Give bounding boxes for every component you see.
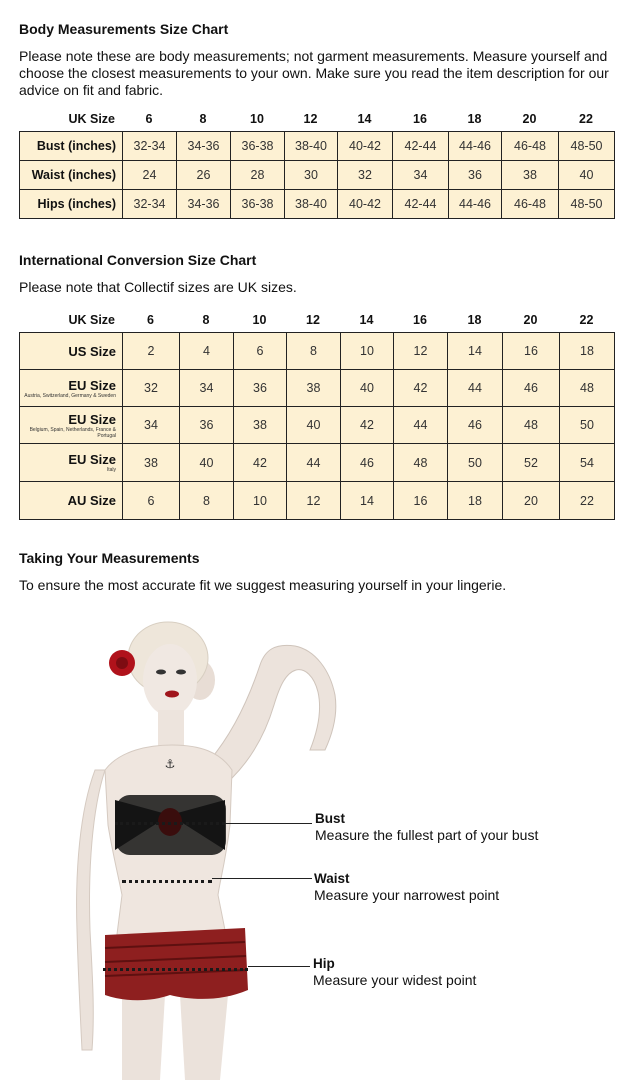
row-header-countries: Italy [106,467,116,473]
table-cell: 18 [560,333,615,370]
measure-title: Taking Your Measurements [19,550,200,566]
table-cell: 10 [234,482,287,520]
table-cell: 34-36 [177,132,231,161]
table-cell: 36 [234,370,287,407]
table-cell: 12 [394,333,448,370]
row-header-countries: Austria, Switzerland, Germany & Sweden [24,392,116,399]
table-cell: 32-34 [123,132,177,161]
table-cell: 38-40 [285,132,338,161]
size-heading: 6 [147,313,154,327]
table-cell: 44 [394,407,448,444]
row-header [20,370,123,407]
table-cell: 50 [560,407,615,444]
row-header-label: EU Size [68,411,116,427]
table-cell: 40 [559,161,615,190]
table-cell: 14 [448,333,503,370]
table-cell: 36-38 [231,132,285,161]
left-leg [122,995,165,1080]
left-eye [156,670,166,675]
table-cell: 22 [560,482,615,520]
table-cell: 28 [231,161,285,190]
hip-label [313,955,476,988]
table-cell: 36-38 [231,190,285,219]
table-cell: 34 [180,370,234,407]
head [143,644,197,716]
table-cell: 52 [503,444,560,482]
table-cell: 34 [123,407,180,444]
table-cell: 46 [503,370,560,407]
table-cell: 26 [177,161,231,190]
table-cell: 38 [234,407,287,444]
table-cell: 50 [448,444,503,482]
table-cell: 6 [123,482,180,520]
row-header-label: EU Size [68,452,116,467]
bust-leader-line [225,823,312,824]
size-heading: 14 [359,313,374,327]
table-row-bust [20,132,615,161]
table-cell: 24 [123,161,177,190]
hip-desc: Measure your widest point [313,972,477,988]
size-heading: 22 [579,313,594,327]
row-header: Waist (inches) [20,161,123,190]
table-cell: 4 [180,333,234,370]
flower-center [116,657,128,669]
body-chart-intro [19,48,619,99]
size-heading: 18 [467,112,482,126]
table-cell: 38-40 [285,190,338,219]
table-cell: 44 [448,370,503,407]
bust-title: Bust [315,811,345,826]
intl-chart-note: Please note that Collectif sizes are UK sizes. [19,279,297,295]
table-cell: 12 [287,482,341,520]
uk-size-label: UK Size [68,313,115,327]
size-heading: 10 [252,313,267,327]
size-heading: 14 [357,112,372,126]
size-heading: 22 [579,112,593,126]
body-uk-size-header [19,112,614,132]
table-cell: 38 [502,161,559,190]
row-header [20,333,123,370]
intro-line: Please note these are body measurements; not garment measurements. Measure yourself and [19,48,608,64]
table-cell: 42-44 [393,190,449,219]
table-cell: 48 [503,407,560,444]
waist-dotted-line [122,880,212,883]
ruffle-shorts [105,928,248,1000]
table-cell: 8 [180,482,234,520]
table-cell: 34-36 [177,190,231,219]
waist-title: Waist [314,871,350,886]
lips [165,691,179,698]
intro-line: advice on fit and fabric. [19,82,163,98]
table-cell: 40-42 [338,190,393,219]
intl-uk-size-header [19,313,614,333]
table-cell: 14 [341,482,394,520]
size-heading: 6 [145,112,153,126]
model-illustration [60,610,360,1080]
table-cell: 38 [287,370,341,407]
hip-title: Hip [313,956,335,971]
intro-line: choose the closest measurements to your own. Make sure you read the item description for our [19,65,609,81]
row-header: Hips (inches) [20,190,123,219]
body-chart-title: Body Measurements Size Chart [19,21,229,37]
table-cell: 6 [234,333,287,370]
table-cell: 44 [287,444,341,482]
hip-dotted-line [103,968,248,971]
waist-leader-line [212,878,312,879]
uk-size-label: UK Size [68,112,115,126]
table-cell: 54 [560,444,615,482]
table-cell: 48-50 [559,132,615,161]
table-cell: 16 [503,333,560,370]
row-header-countries: Belgium, Spain, Netherlands, France & Portugal [29,426,116,439]
table-row-au [20,482,615,520]
row-header-label: US Size [68,343,116,359]
table-cell: 48-50 [559,190,615,219]
right-eye [176,670,186,675]
table-cell: 10 [341,333,394,370]
row-header [20,407,123,444]
neck [158,710,184,750]
table-row-hips [20,190,615,219]
table-cell: 42 [234,444,287,482]
anchor-icon: ⚓ [164,757,176,771]
size-heading: 8 [199,112,207,126]
body-measurements-table [19,131,615,219]
measure-note: To ensure the most accurate fit we suggest measuring yourself in your lingerie. [19,577,507,593]
size-heading: 8 [202,313,210,327]
row-header: Bust (inches) [20,132,123,161]
table-row-us [20,333,615,370]
table-cell: 44-46 [449,132,502,161]
table-cell: 36 [180,407,234,444]
table-cell: 44-46 [449,190,502,219]
raised-arm [210,645,336,778]
size-heading: 18 [467,313,482,327]
intl-chart-title: International Conversion Size Chart [19,252,257,268]
table-row-eu-western [20,407,615,444]
row-header-label: EU Size [68,377,116,393]
intl-conversion-table [19,332,615,520]
size-heading: 20 [523,313,538,327]
table-cell: 40 [341,370,394,407]
table-cell: 8 [287,333,341,370]
table-cell: 34 [393,161,449,190]
table-cell: 40 [287,407,341,444]
bust-label [315,810,538,843]
size-heading: 12 [306,313,320,327]
size-heading: 20 [522,112,537,126]
bust-desc: Measure the fullest part of your bust [315,827,539,843]
table-cell: 48 [560,370,615,407]
table-row-eu-italy [20,444,615,482]
row-header-label: AU Size [67,493,116,508]
table-row-waist [20,161,615,190]
waist-desc: Measure your narrowest point [314,887,500,903]
size-heading: 16 [413,313,427,327]
table-cell: 32 [123,370,180,407]
size-heading: 12 [303,112,318,126]
table-cell: 46-48 [502,132,559,161]
table-cell: 40-42 [338,132,393,161]
table-cell: 16 [394,482,448,520]
row-header [20,482,123,520]
table-cell: 42 [394,370,448,407]
right-leg [180,995,228,1080]
table-cell: 46 [341,444,394,482]
row-header [20,444,123,482]
table-cell: 32-34 [123,190,177,219]
waist-label [314,870,499,903]
size-heading: 10 [250,112,264,126]
table-cell: 42 [341,407,394,444]
left-arm [77,770,105,1050]
table-row-eu-central [20,370,615,407]
bust-dotted-line [115,822,225,825]
table-cell: 20 [503,482,560,520]
table-cell: 32 [338,161,393,190]
table-cell: 2 [123,333,180,370]
hip-leader-line [248,966,310,967]
size-heading: 16 [413,112,427,126]
table-cell: 42-44 [393,132,449,161]
table-cell: 30 [285,161,338,190]
table-cell: 18 [448,482,503,520]
table-cell: 48 [394,444,448,482]
table-cell: 40 [180,444,234,482]
table-cell: 36 [449,161,502,190]
table-cell: 46 [448,407,503,444]
table-cell: 46-48 [502,190,559,219]
table-cell: 38 [123,444,180,482]
